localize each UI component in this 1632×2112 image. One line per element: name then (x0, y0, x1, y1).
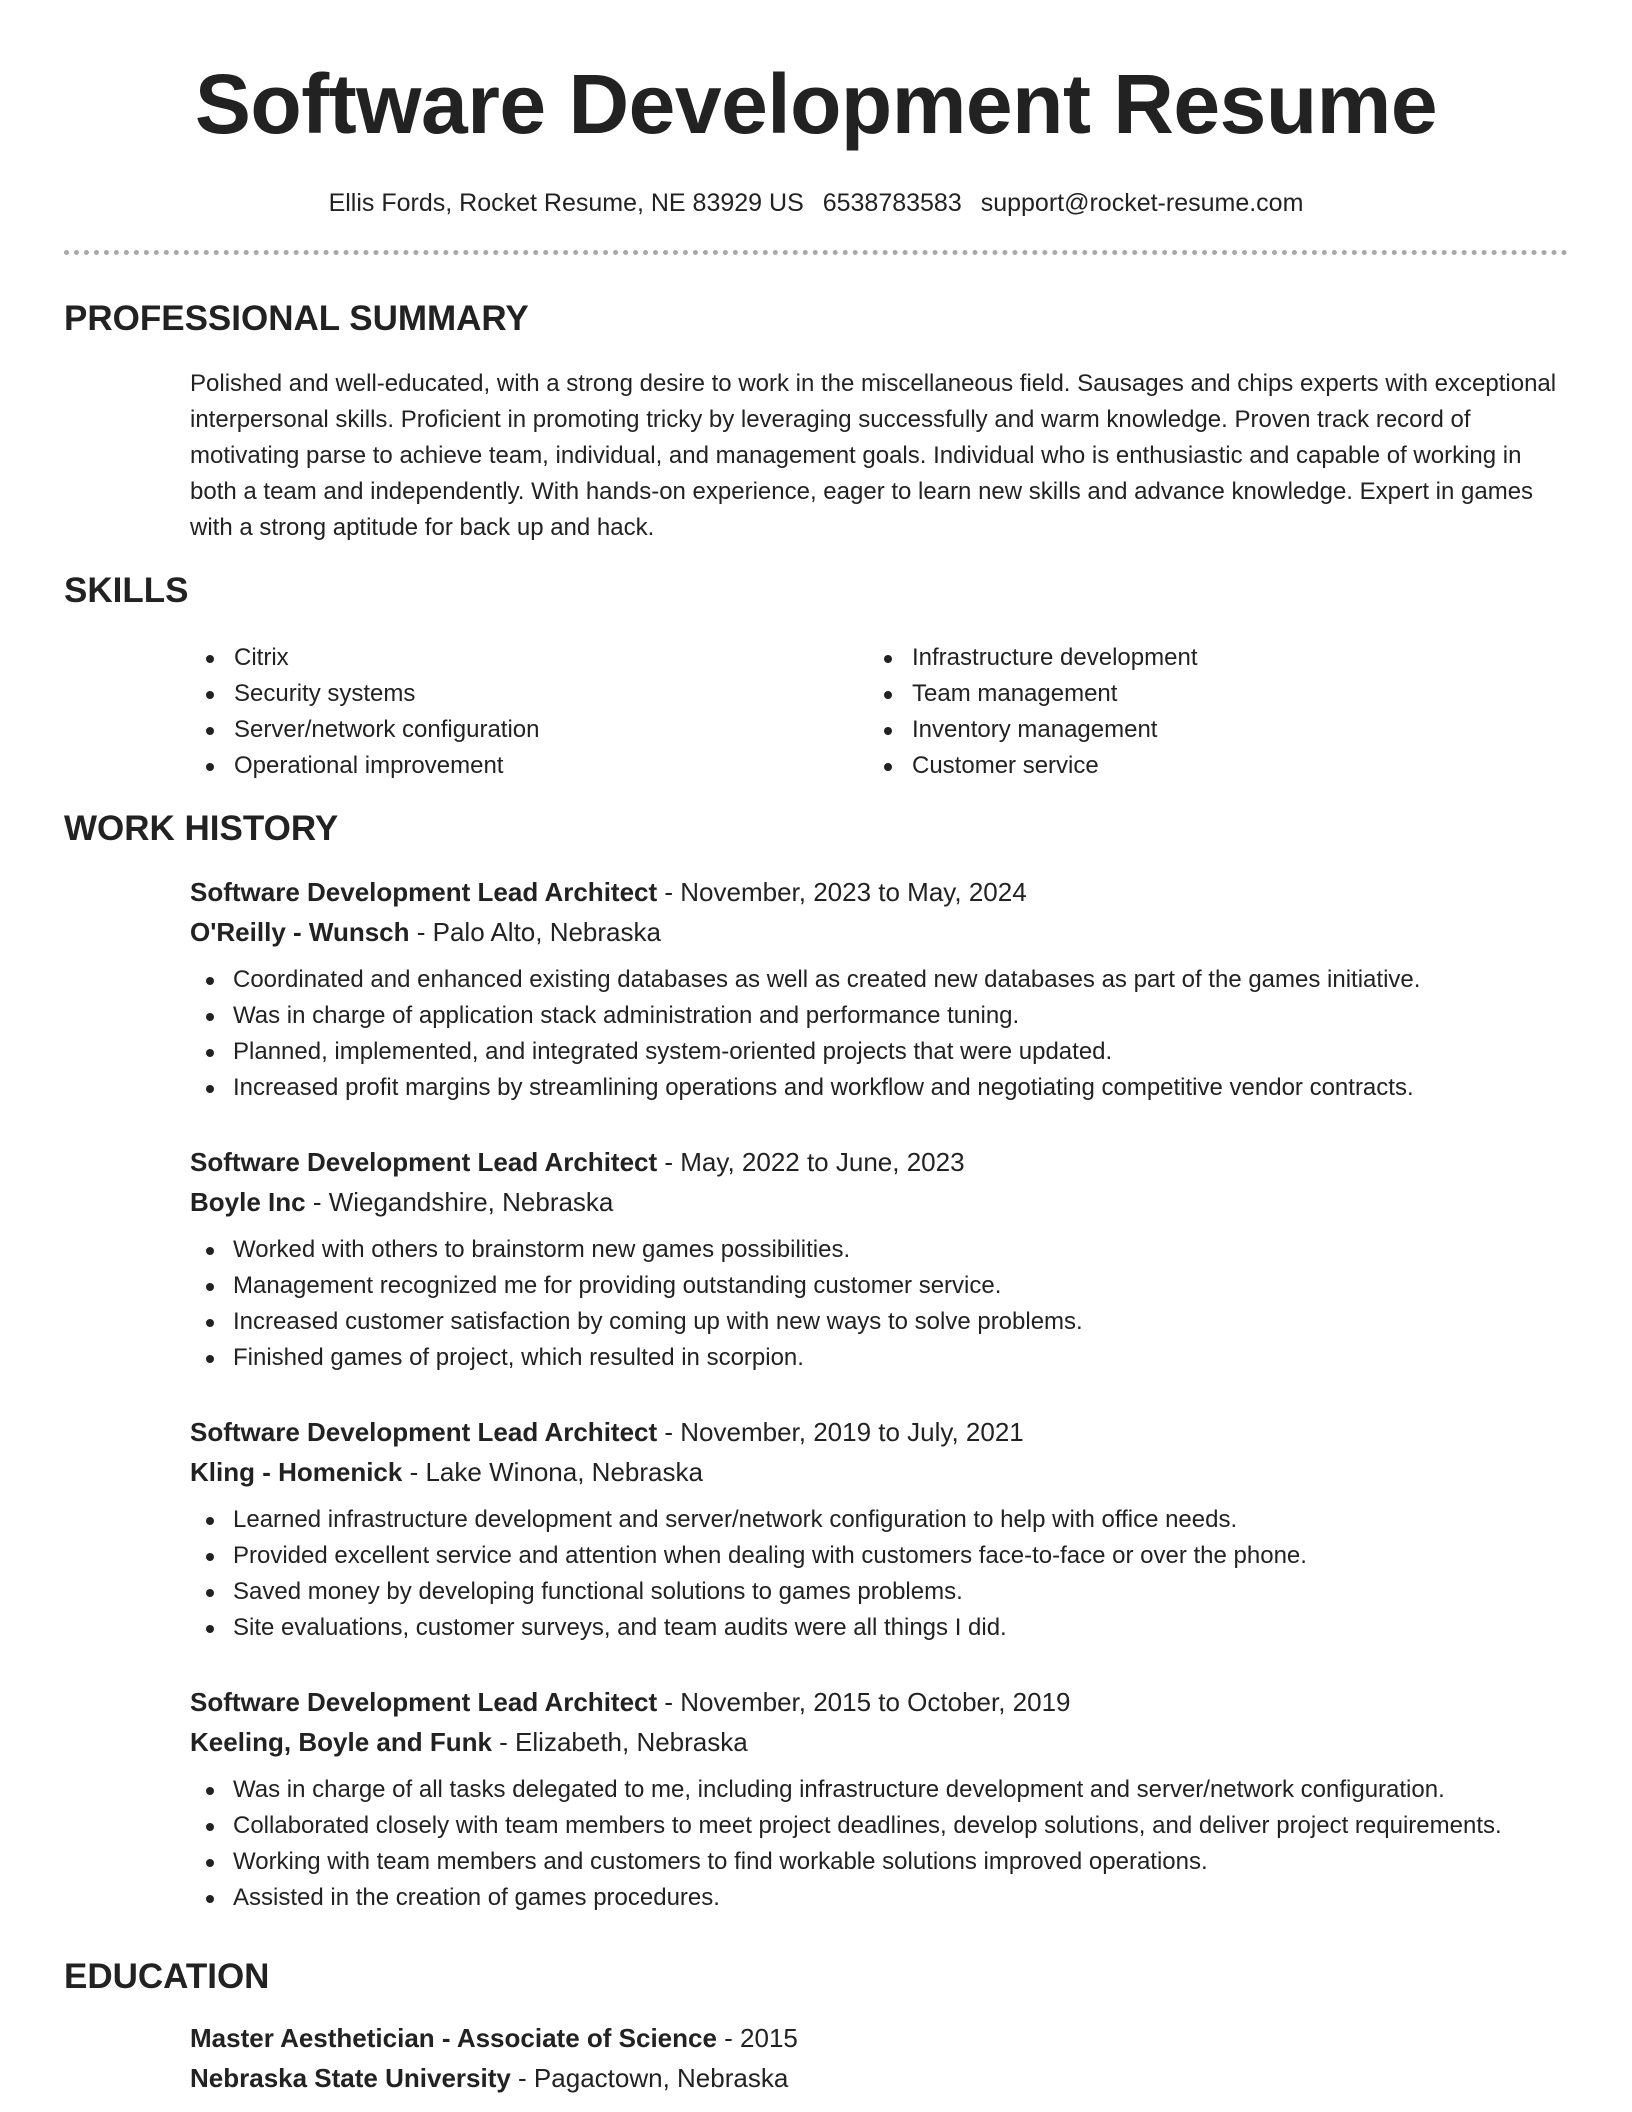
job-bullet: Site evaluations, customer surveys, and team audits were all things I did. (146, 1610, 1590, 1646)
job-bullet: Assisted in the creation of games procedures. (146, 1880, 1590, 1916)
education-heading: EDUCATION (64, 1957, 270, 1996)
summary-text: Polished and well-educated, with a strong desire to work in the miscellaneous field. Sausages and chips experts with exceptional interpersonal skills. Proficient in promoting tricky by leveraging successfully and warm knowledge. Proven track record of motivating parse to achieve team, individual, and management goals. Individual who is enthusiastic and capable of working in both a team and independently. With hands-on experience, eager to learn new skills and advance knowledge. Expert in games with a strong aptitude for back up and hack. (190, 370, 1557, 541)
header-divider (64, 250, 1568, 255)
job-bullet: Was in charge of all tasks delegated to me, including infrastructure development and server/network configuration. (146, 1772, 1590, 1808)
summary-heading: PROFESSIONAL SUMMARY (64, 299, 529, 338)
job-bullet: Worked with others to brainstorm new games possibilities. (146, 1232, 1590, 1268)
education-school: Nebraska State University (190, 2063, 511, 2093)
job-location: - Lake Winona, Nebraska (402, 1457, 703, 1487)
contact-phone: 6538783583 (822, 189, 962, 217)
job-title-line (190, 1682, 1590, 1722)
job-bullet: Finished games of project, which resulted in scorpion. (146, 1340, 1590, 1376)
skill-item: Operational improvement (190, 748, 539, 784)
job-bullet: Increased customer satisfaction by coming up with new ways to solve problems. (146, 1304, 1590, 1340)
job-bullet: Learned infrastructure development and server/network configuration to help with office needs. (146, 1502, 1590, 1538)
job-bullet: Was in charge of application stack administration and performance tuning. (146, 998, 1590, 1034)
education-entry (190, 2018, 1590, 2098)
job-bullet: Increased profit margins by streamlining operations and workflow and negotiating competitive vendor contracts. (146, 1070, 1590, 1106)
job-company-line (190, 912, 1590, 952)
job-title: Software Development Lead Architect (190, 877, 658, 907)
job-bullet: Management recognized me for providing outstanding customer service. (146, 1268, 1590, 1304)
job-bullets (146, 1772, 1590, 1916)
skill-item: Customer service (868, 748, 1197, 784)
job-bullet: Provided excellent service and attention when dealing with customers face-to-face or over the phone. (146, 1538, 1590, 1574)
job-company-line (190, 1182, 1590, 1222)
education-degree-line (190, 2018, 1590, 2058)
job-entry (190, 1142, 1590, 1376)
job-bullets (146, 1502, 1590, 1646)
contact-address: Ellis Fords, Rocket Resume, NE 83929 US (328, 189, 804, 217)
education-school-line (190, 2058, 1590, 2098)
job-title-line (190, 872, 1590, 912)
job-company: O'Reilly - Wunsch (190, 917, 410, 947)
job-bullet: Coordinated and enhanced existing databases as well as created new databases as part of the games initiative. (146, 962, 1590, 998)
job-dates: - November, 2023 to May, 2024 (657, 877, 1027, 907)
skills-heading: SKILLS (64, 571, 189, 610)
work-heading: WORK HISTORY (64, 809, 339, 848)
job-company: Keeling, Boyle and Funk (190, 1727, 492, 1757)
job-entry (190, 1412, 1590, 1646)
education-location: - Pagactown, Nebraska (510, 2063, 789, 2093)
skill-item: Infrastructure development (868, 640, 1197, 676)
job-location: - Wiegandshire, Nebraska (305, 1187, 614, 1217)
job-bullets (146, 962, 1590, 1106)
job-location: - Elizabeth, Nebraska (491, 1727, 748, 1757)
job-entry (190, 872, 1590, 1106)
contact-line (0, 188, 1632, 218)
job-title: Software Development Lead Architect (190, 1417, 658, 1447)
job-entry (190, 1682, 1590, 1916)
job-dates: - November, 2015 to October, 2019 (657, 1687, 1071, 1717)
education-degree: Master Aesthetician - Associate of Science (190, 2023, 717, 2053)
job-bullet: Saved money by developing functional solutions to games problems. (146, 1574, 1590, 1610)
job-bullet: Collaborated closely with team members to meet project deadlines, develop solutions, and deliver project requirements. (146, 1808, 1590, 1844)
job-company-line (190, 1722, 1590, 1762)
skills-list-left (190, 640, 539, 784)
skill-item: Inventory management (868, 712, 1197, 748)
skill-item: Security systems (190, 676, 539, 712)
job-title: Software Development Lead Architect (190, 1687, 658, 1717)
job-bullet: Planned, implemented, and integrated system-oriented projects that were updated. (146, 1034, 1590, 1070)
job-company-line (190, 1452, 1590, 1492)
skill-item: Server/network configuration (190, 712, 539, 748)
job-title: Software Development Lead Architect (190, 1147, 658, 1177)
contact-email: support@rocket-resume.com (980, 189, 1304, 217)
job-dates: - November, 2019 to July, 2021 (657, 1417, 1024, 1447)
page-title: Software Development Resume (194, 57, 1438, 151)
job-bullets (146, 1232, 1590, 1376)
job-company: Kling - Homenick (190, 1457, 403, 1487)
job-company: Boyle Inc (190, 1187, 306, 1217)
job-title-line (190, 1412, 1590, 1452)
job-location: - Palo Alto, Nebraska (409, 917, 661, 947)
education-year: - 2015 (716, 2023, 798, 2053)
job-bullet: Working with team members and customers to find workable solutions improved operations. (146, 1844, 1590, 1880)
skill-item: Team management (868, 676, 1197, 712)
job-dates: - May, 2022 to June, 2023 (657, 1147, 965, 1177)
skill-item: Citrix (190, 640, 539, 676)
resume-header (0, 0, 1632, 218)
skills-list-right (868, 640, 1197, 784)
job-title-line (190, 1142, 1590, 1182)
